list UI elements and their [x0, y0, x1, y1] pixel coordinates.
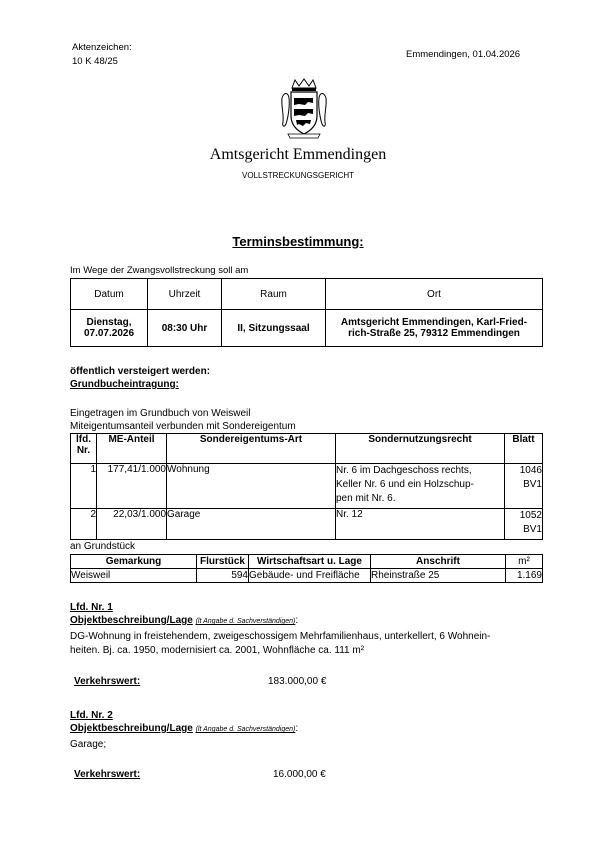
lfd1-heading: Lfd. Nr. 1 — [70, 602, 113, 613]
gb-row1-nutz1: Nr. 6 im Dachgeschoss rechts, — [336, 465, 472, 476]
gb-row2-art: Garage — [167, 509, 336, 540]
gb-row1-blatt — [505, 464, 543, 509]
gb-row2-blatt2: BV1 — [523, 524, 542, 535]
court-name: Amtsgericht Emmendingen — [209, 146, 387, 163]
intro-text: Im Wege der Zwangsvollstreckung soll am — [70, 265, 249, 276]
table-row — [71, 509, 543, 540]
lfd2-obj-note: (lt Angabe d. Sachverständigen) — [195, 726, 296, 733]
lfd2-wert: 16.000,00 € — [273, 769, 326, 780]
schedule-header-raum: Raum — [222, 279, 326, 310]
gs-header-gemarkung: Gemarkung — [71, 555, 197, 569]
gb-row1-nutz2: Keller Nr. 6 und ein Holzschup- — [336, 479, 474, 490]
gs-header-flurstueck: Flurstück — [197, 555, 249, 569]
lfd2-obj-colon: : — [295, 723, 299, 734]
place-date: Emmendingen, 01.04.2026 — [406, 49, 521, 60]
gs-gemarkung: Weisweil — [71, 569, 197, 583]
gb-header-nutz: Sondernutzungsrecht — [336, 434, 505, 464]
schedule-date-line1: Dienstag, — [86, 317, 132, 328]
lfd2-obj-line — [70, 723, 298, 734]
gs-qm: 1.169 — [506, 569, 543, 583]
court-subtitle: VOLLSTRECKUNGSGERICHT — [241, 171, 355, 180]
grundbuch-table — [70, 433, 543, 540]
schedule-ort — [326, 310, 543, 347]
table-row — [71, 464, 543, 509]
gb-row1-me: 177,41/1.000 — [97, 464, 167, 509]
document-title: Terminsbestimmung: — [232, 234, 364, 249]
gb-row1-blatt2: BV1 — [523, 479, 542, 490]
schedule-ort-line2: rich-Straße 25, 79312 Emmendingen — [348, 328, 520, 339]
schedule-ort-line1: Amtsgericht Emmendingen, Karl-Fried- — [340, 317, 528, 328]
gb-row1-blatt1: 1046 — [519, 465, 542, 476]
lfd1-desc2: heiten. Bj. ca. 1950, modernisiert ca. 2001, Wohnfläche ca. 111 m² — [70, 645, 365, 656]
lfd1-obj-colon: : — [295, 615, 299, 626]
lfd1-obj-label: Objektbeschreibung/Lage — [70, 615, 193, 626]
gs-header-anschrift: Anschrift — [371, 555, 506, 569]
lfd1-obj-line — [70, 615, 298, 626]
gb-header-lfd1: lfd. — [76, 434, 91, 445]
schedule-date-line2: 07.07.2026 — [83, 328, 135, 339]
gb-row1-nr: 1 — [71, 464, 97, 509]
lfd1-wert-label: Verkehrswert: — [74, 676, 141, 687]
gb-row2-nr: 2 — [71, 509, 97, 540]
aktenzeichen-value: 10 K 48/25 — [72, 56, 118, 67]
an-grundstueck: an Grundstück — [70, 541, 136, 552]
gs-header-wirtschaftsart: Wirtschaftsart u. Lage — [249, 555, 371, 569]
gb-header-lfd2: Nr. — [76, 445, 91, 456]
lfd2-desc1: Garage; — [70, 739, 107, 750]
gb-row1-art: Wohnung — [167, 464, 336, 509]
lfd2-heading: Lfd. Nr. 2 — [70, 710, 113, 721]
gb-row2-blatt1: 1052 — [519, 510, 542, 521]
gb-row2-me: 22,03/1.000 — [97, 509, 167, 540]
lfd2-wert-label: Verkehrswert: — [74, 769, 141, 780]
gb-header-me: ME-Anteil — [97, 434, 167, 464]
gs-anschrift: Rheinstraße 25 — [371, 569, 506, 583]
gb-header-blatt: Blatt — [505, 434, 543, 464]
gb-row2-blatt — [505, 509, 543, 540]
gs-header-qm: m² — [506, 555, 543, 569]
lfd1-desc1: DG-Wohnung in freistehendem, zweigeschossigem Mehrfamilienhaus, unterkellert, 6 Wohnein- — [70, 631, 491, 642]
schedule-date — [71, 310, 148, 347]
gs-wirtschaftsart: Gebäude- und Freifläche — [249, 569, 371, 583]
lfd1-obj-note: (lt Angabe d. Sachverständigen) — [195, 618, 296, 625]
gs-flurstueck: 594 — [197, 569, 249, 583]
schedule-room: II, Sitzungssaal — [222, 310, 326, 347]
table-row — [71, 569, 543, 583]
schedule-header-uhrzeit: Uhrzeit — [148, 279, 222, 310]
grundbuch-intro2: Miteigentumsanteil verbunden mit Sondereigentum — [70, 421, 296, 432]
grundstueck-table — [70, 554, 543, 583]
aktenzeichen-label: Aktenzeichen: — [72, 42, 132, 53]
after-table-text: öffentlich versteigert werden: — [70, 366, 211, 377]
gb-header-lfd — [71, 434, 97, 464]
schedule-time: 08:30 Uhr — [148, 310, 222, 347]
gb-row1-nutz — [336, 464, 505, 509]
grundbuch-heading: Grundbucheintragung: — [70, 379, 179, 390]
schedule-table — [70, 278, 543, 347]
schedule-header-datum: Datum — [71, 279, 148, 310]
schedule-header-ort: Ort — [326, 279, 543, 310]
gb-header-sonder: Sondereigentums-Art — [167, 434, 336, 464]
coat-of-arms-icon — [280, 78, 328, 140]
lfd2-obj-label: Objektbeschreibung/Lage — [70, 723, 193, 734]
lfd1-wert: 183.000,00 € — [268, 676, 327, 687]
grundbuch-intro1: Eingetragen im Grundbuch von Weisweil — [70, 408, 251, 419]
gb-row2-nutz: Nr. 12 — [336, 509, 505, 540]
gb-row1-nutz3: pen mit Nr. 6. — [336, 493, 396, 504]
